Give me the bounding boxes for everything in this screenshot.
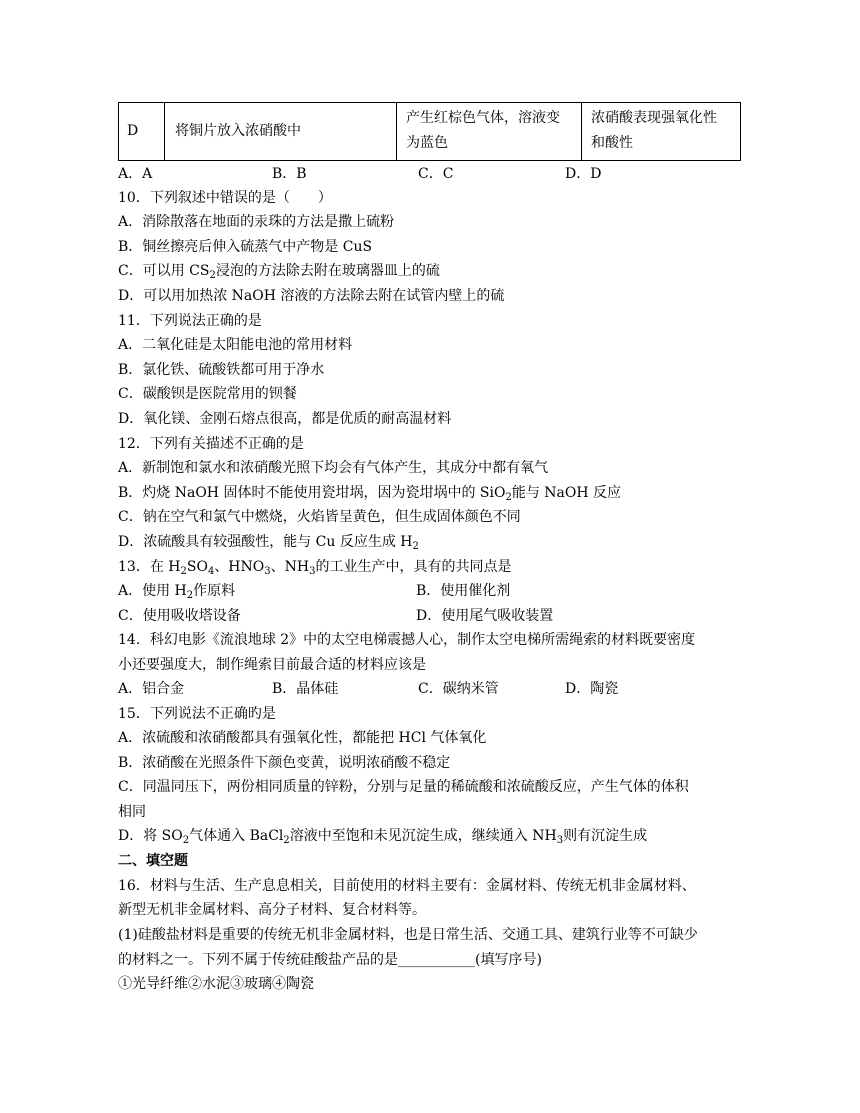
table-cell-conclusion-line1: 浓硝酸表现强氧化性 bbox=[591, 110, 717, 126]
q10-stem: 10．下列叙述中错误的是（ ） bbox=[118, 190, 332, 206]
q11-option-d: D．氧化镁、金刚石熔点很高，都是优质的耐高温材料 bbox=[118, 411, 452, 427]
q16-part1-choices: ①光导纤维②水泥③玻璃④陶瓷 bbox=[118, 976, 314, 992]
text-span: 作原料 bbox=[193, 583, 236, 599]
table-cell-phenomenon-line1: 产生红棕色气体，溶液变 bbox=[406, 110, 560, 126]
q10-option-d: D．可以用加热浓 NaOH 溶液的方法除去附在试管内壁上的硫 bbox=[118, 288, 505, 304]
text-span: 、NH bbox=[270, 559, 310, 575]
q14-option-a: A．铝合金 bbox=[118, 681, 185, 697]
q16-stem-line2: 新型无机非金属材料、高分子材料、复合材料等。 bbox=[118, 902, 426, 918]
subscript: 2 bbox=[283, 835, 290, 846]
subscript: 3 bbox=[264, 566, 271, 577]
q9-option-c: C．C bbox=[418, 166, 454, 182]
text-span: C．可以用 CS bbox=[118, 263, 210, 279]
text-span: SO bbox=[186, 559, 208, 575]
q9-option-a: A．A bbox=[118, 166, 153, 182]
subscript: 3 bbox=[556, 835, 564, 846]
q15-stem: 15．下列说法不正确旳是 bbox=[118, 706, 276, 722]
q13-option-a bbox=[118, 583, 235, 599]
table-cell-option: D bbox=[127, 123, 139, 139]
q10-option-c bbox=[118, 261, 440, 281]
q12-stem: 12．下列有关描述不正确的是 bbox=[118, 436, 304, 452]
q12-option-d bbox=[118, 532, 419, 552]
q13-option-c: C．使用吸收塔设备 bbox=[118, 608, 241, 624]
q10-option-a: A．消除散落在地面的汞珠的方法是撒上硫粉 bbox=[118, 214, 395, 230]
q9-option-b: B．B bbox=[272, 166, 307, 182]
subscript: 2 bbox=[182, 835, 190, 846]
text-span: 、HNO bbox=[214, 559, 265, 575]
q13-stem bbox=[118, 557, 511, 577]
text-span: B．灼烧 NaOH 固体时不能使用瓷坩埚，因为瓷坩埚中的 SiO bbox=[118, 485, 506, 501]
q16-stem-line1: 16．材料与生活、生产息息相关，目前使用的材料主要有：金属材料、传统无机非金属材料、 bbox=[118, 878, 696, 894]
q15-option-b: B．浓硝酸在光照条件下颜色变黄，说明浓硝酸不稳定 bbox=[118, 755, 451, 771]
q15-option-c-line1: C．同温同压下，两份相同质量的锌粉，分别与足量的稀硫酸和浓硫酸反应，产生气体的体积 bbox=[118, 779, 689, 795]
subscript: 2 bbox=[209, 270, 216, 281]
q13-option-b: B．使用催化剂 bbox=[416, 583, 511, 599]
text-span: 气体通入 BaCl bbox=[189, 828, 284, 844]
q10-option-b: B．铜丝擦亮后伸入硫蒸气中产物是 CuS bbox=[118, 239, 373, 255]
table-divider bbox=[581, 103, 582, 160]
q14-option-b: B．晶体硅 bbox=[272, 681, 339, 697]
text-span: 溶液中至饱和未见沉淀生成，继续通入 NH bbox=[289, 828, 557, 844]
text-span: 浸泡的方法除去附在玻璃器皿上的硫 bbox=[215, 263, 440, 279]
subscript: 3 bbox=[309, 566, 316, 577]
q15-option-c-line2: 相同 bbox=[118, 804, 146, 820]
text-span: 的工业生产中，具有的共同点是 bbox=[315, 559, 512, 575]
table-divider bbox=[396, 103, 397, 160]
q14-option-c: C．碳纳米管 bbox=[418, 681, 499, 697]
q15-option-d bbox=[118, 826, 647, 846]
text-span: D．浓硫酸具有较强酸性，能与 Cu 反应生成 H bbox=[118, 534, 413, 550]
q14-option-d: D．陶瓷 bbox=[565, 681, 619, 697]
q16-part1-line1: (1)硅酸盐材料是重要的传统无机非金属材料，也是日常生活、交通工具、建筑行业等不可缺少 bbox=[118, 927, 698, 943]
text-span: D．将 SO bbox=[118, 828, 183, 844]
q15-option-a: A．浓硫酸和浓硝酸都具有强氧化性，都能把 HCl 气体氧化 bbox=[118, 730, 487, 746]
q13-options-row2 bbox=[118, 606, 554, 626]
q14-stem-line2: 小还要强度大，制作绳索目前最合适的材料应该是 bbox=[118, 657, 426, 673]
answer-table-row bbox=[118, 102, 741, 161]
q9-option-d: D．D bbox=[565, 166, 602, 182]
table-cell-phenomenon-line2: 为蓝色 bbox=[406, 135, 448, 151]
table-cell-conclusion-line2: 和酸性 bbox=[591, 135, 633, 151]
q11-option-c: C．碳酸钡是医院常用的钡餐 bbox=[118, 386, 297, 402]
q11-stem: 11．下列说法正确的是 bbox=[118, 313, 262, 329]
q11-option-a: A．二氧化硅是太阳能电池的常用材料 bbox=[118, 337, 353, 353]
subscript: 2 bbox=[505, 492, 512, 503]
subscript: 2 bbox=[412, 541, 419, 552]
q13-option-d: D．使用尾气吸收装置 bbox=[416, 608, 554, 624]
q14-stem-line1: 14．科幻电影《流浪地球 2》中的太空电梯震撼人心，制作太空电梯所需绳索的材料既要密度 bbox=[118, 632, 696, 648]
q11-option-b: B．氯化铁、硫酸铁都可用于净水 bbox=[118, 362, 325, 378]
text-span: 则有沉淀生成 bbox=[563, 828, 648, 844]
q12-option-a: A．新制饱和氯水和浓硝酸光照下均会有气体产生，其成分中都有氧气 bbox=[118, 460, 549, 476]
text-span: A．使用 H bbox=[118, 583, 187, 599]
subscript: 2 bbox=[186, 590, 194, 601]
q13-options-row1 bbox=[118, 581, 511, 601]
q16-part1-line2: 的材料之一。下列不属于传统硅酸盐产品的是___________(填写序号) bbox=[118, 952, 542, 968]
subscript: 4 bbox=[207, 566, 215, 577]
text-span: 能与 NaOH 反应 bbox=[511, 485, 622, 501]
text-span: 13．在 H bbox=[118, 559, 181, 575]
section-heading: 二、填空题 bbox=[118, 853, 188, 869]
table-cell-operation: 将铜片放入浓硝酸中 bbox=[175, 123, 301, 139]
q12-option-b bbox=[118, 483, 621, 503]
q12-option-c: C．钠在空气和氯气中燃烧，火焰皆呈黄色，但生成固体颜色不同 bbox=[118, 509, 521, 525]
table-divider bbox=[164, 103, 165, 160]
subscript: 2 bbox=[180, 566, 187, 577]
